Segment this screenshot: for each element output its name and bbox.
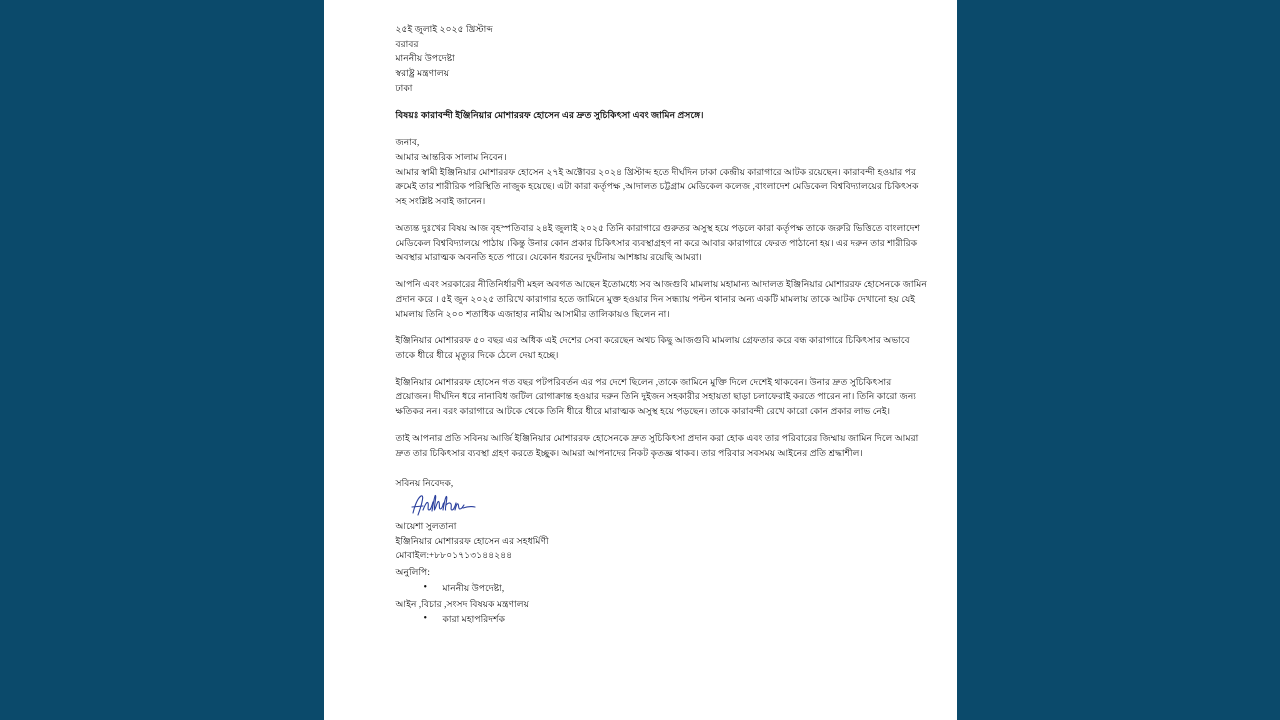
- date-line: ২৫ই জুলাই ২০২৫ খ্রিস্টাব্দ: [395, 24, 493, 34]
- cc-list-continued: [396, 612, 928, 627]
- subject-line: বিষয়ঃ কারাবন্দী ইঞ্জিনিয়ার মোশাররফ হোসেন এর দ্রুত সুচিকিৎসা এবং জামিন প্রসঙ্গে।: [395, 109, 704, 120]
- signer-relation: ইঞ্জিনিয়ার মোশাররফ হোসেন এর সহধর্মিণী: [395, 535, 549, 546]
- letter-body: [396, 22, 928, 627]
- cc-list: [396, 581, 928, 596]
- document-page: [324, 0, 957, 720]
- body-paragraph-1: আমার স্বামী ইঞ্জিনিয়ার মোশাররফ হোসেন ২৭ই অক্টোবর ২০২৪ খ্রিস্টাব্দ হতে দীর্ঘদিন ঢাকা কেন্দ্রীয় কারাগারে আটক রয়েছেন। কারাবন্দী হওয়ার পর ক্রমেই তার শারীরিক পরিস্থিতি নাজুক হয়েছে। এটা কারা কর্তৃপক্ষ ,আদালত চট্টগ্রাম মেডিকেল কলেজ ,বাংলাদেশ মেডিকেল বিশ্ববিদ্যালয়ের চিকিৎসক সহ সংশ্লিষ্ট সবাই জানেন।: [395, 166, 919, 207]
- body-paragraph-6: তাই আপনার প্রতি সবিনয় আর্জি ইঞ্জিনিয়ার মোশাররফ হোসেনকে দ্রুত সুচিকিৎসা প্রদান করা হোক এবং তার পরিবারের জিম্মায় জামিন দিলে আমরা দ্রুত তার চিকিৎসার ব্যবস্থা গ্রহণ করতে ইচ্ছুক। আমরা আপনাদের নিকট কৃতজ্ঞ থাকব। তার পরিবার সবসময় আইনের প্রতি শ্রদ্ধাশীল।: [395, 432, 919, 458]
- body-paragraph-3: আপনি এবং সরকারের নীতিনির্ধারণী মহল অবগত আছেন ইতোমধ্যে সব আজগুবি মামলায় মহামান্য আদালত ইঞ্জিনিয়ার মোশাররফ হোসেনকে জামিন প্রদান করে । ৫ই জুন ২০২৫ তারিখে কারাগার হতে জামিনে মুক্ত হওয়ার দিন সন্ধ্যায় পল্টন থানার অন্য একটি মামলায় তাকে আটক দেখানো হয় যেই মামলায় তিনি ২০০ শতাধিক এজাহার নামীয় আসামীর তালিকায়ও ছিলেন না।: [395, 279, 927, 319]
- ministry-line: স্বরাষ্ট্র মন্ত্রণালয়: [395, 68, 450, 79]
- attention-line: বরাবর: [395, 38, 419, 49]
- signer-name: আয়েশা সুলতানা: [395, 520, 457, 531]
- cc-item: • কারা মহাপরিদর্শক: [396, 612, 928, 627]
- body-paragraph-5: ইঞ্জিনিয়ার মোশাররফ হোসেন গত বছর পটপরিবর্তন এর পর দেশে ছিলেন ,তাকে জামিনে মুক্তি দিলে দেশেই থাকবেন। উনার দ্রুত সুচিকিৎসার প্রয়োজন। দীর্ঘদিন ধরে নানাবিধ জটিল রোগাক্রান্ত হওয়ার দরুন তিনি দুইজন সহকারীর সহায়তা ছাড়া চলাফেরাই করতে পারেন না। তিনি কারো জন্য ক্ষতিকর নন। বরং কারাগারে আটকে থেকে তিনি ধীরে ধীরে মারাত্মক অসুস্থ হয়ে পড়ছেন। তাকে কারাবন্দী রেখে কারো কোন প্রকার লাভ নেই।: [395, 376, 917, 417]
- cc-label: অনুলিপি:: [395, 567, 430, 578]
- recipient-title-line: মাননীয় উপদেষ্টা: [395, 53, 455, 64]
- closing-line: সবিনয় নিবেদক,: [395, 478, 454, 489]
- cc-item: • মাননীয় উপদেষ্টা,: [396, 581, 928, 596]
- greeting-line: আমার আন্তরিক সালাম নিবেন।: [395, 152, 507, 163]
- letterhead-block: [396, 22, 928, 96]
- signer-mobile: মোবাইল:+৮৮০১৭১৩১৪৪২৪৪: [395, 550, 513, 561]
- body-paragraph-2: অত্যন্ত দুঃখের বিষয় আজ বৃহস্পতিবার ২৪ই জুলাই ২০২৫ তিনি কারাগারে গুরুতর অসুস্থ হয়ে পড়লে কারা কর্তৃপক্ষ তাকে জরুরি ভিত্তিতে বাংলাদেশ মেডিকেল বিশ্ববিদ্যালয়ে পাঠায় ।কিন্তু উনার কোন প্রকার চিকিৎসার ব্যবস্থাগ্রহণ না করে আবার কারাগারে ফেরত পাঠানো হয়। এর দরুন তার শারীরিক অবস্থার মারাত্মক অবনতি হতে পারে। যেকোন ধরনের দুর্ঘটনায় আশঙ্কায় রয়েছি আমরা।: [395, 222, 920, 263]
- body-paragraph-4: ইঞ্জিনিয়ার মোশাররফ ৫০ বছর এর অধিক এই দেশের সেবা করেছেন অথচ কিছু আজগুবি মামলায় গ্রেফতার করে বন্ধ কারাগারে চিকিৎসার অভাবে তাকে ধীরে ধীরে মৃত্যুর দিকে ঠেলে দেয়া হচ্ছে।: [395, 335, 910, 360]
- salutation-block: [396, 135, 928, 209]
- salutation-line: জনাব,: [395, 137, 420, 148]
- signer-block: [396, 519, 928, 563]
- city-line: ঢাকা: [395, 82, 413, 93]
- cc-ministry-line: আইন ,বিচার ,সংসদ বিষয়ক মন্ত্রণালয়: [395, 598, 530, 609]
- signature-image: [410, 493, 928, 519]
